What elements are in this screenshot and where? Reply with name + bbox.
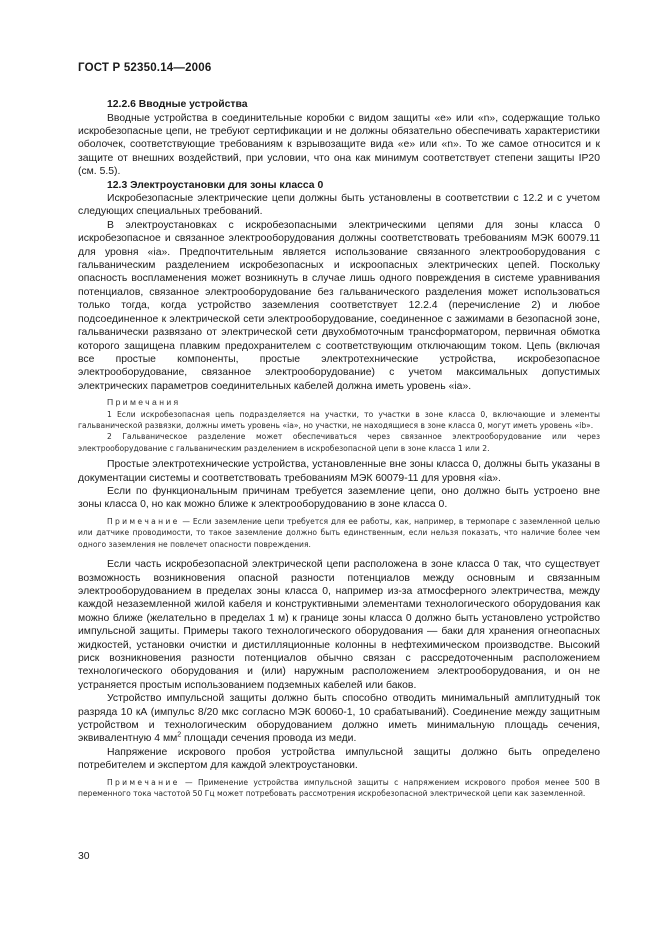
note-surge-text: — Применение устройства импульсной защиты с напряжением искрового пробоя менее 500 В переменного тока частотой 50 Гц может потребовать рассмотрения искробезопасной электрической цепи как заземленной. [78, 777, 601, 798]
note-1: 1 Если искробезопасная цепь подразделяется на участки, то участки в зоне класса 0, включающие и элементы гальванической развязки, должны иметь уровень «ia», но участки, не находящиеся в зоне класса 0, могут иметь уровень «ib». [78, 409, 600, 431]
surge-text-a: Устройство импульсной защиты должно быть способно отводить минимальный амплитудный ток разряда 10 кА (импульс 8/20 мкс согласно МЭК 60060-1, 10 срабатываний). Соединение между защитным устройством и технологическим оборудованием должно иметь минимальную площадь сечения, эквивалентную 4 мм [78, 693, 600, 745]
paragraph-simple-devices: Простые электротехнические устройства, установленные вне зоны класса 0, должны быть указаны в документации системы и соответствовать требованиям МЭК 60079-11 для уровня «ia». [78, 459, 600, 484]
paragraph-input-devices: Вводные устройства в соединительные коробки с видом защиты «e» или «n», содержащие только искробезопасные цепи, не требуют сертификации и не должны обязательно обеспечивать характеристики оболочек, соответствующие требованиям к взрывозащите вида «e» или «n». То же самое относится и к защите от внешних воздействий, при условии, что она как минимум соответствует степени защиты IP20 (см. 5.5). [78, 112, 600, 178]
page-number: 30 [78, 851, 90, 862]
note-grounding-label: Примечание [107, 516, 180, 526]
paragraph-surge-protection: Если часть искробезопасной электрической цепи расположена в зоне класса 0 так, что существует возможность возникновения опасной разности потенциалов между основным и связанным электрооборудованием в пределах зоны класса 0, например из-за атмосферного электричества, между каждой незаземленной жилой кабеля и конструктивными элементами технологического оборудования как можно ближе (желательно в пределах 1 м) к границе зоны класса 0 должно быть установлено устройство импульсной защиты. Примеры такого технологического оборудования — баки для хранения огнеопасных жидкостей, установки очистки и дистилляционные колонны в нефтехимическом производстве. Высокий риск возникновения разности потенциалов обычно связан с рассредоточенным расположением технологического оборудования и (или) наружным расположением электрооборудования, и он не устраняется простым использованием подземных кабелей или баков. [78, 559, 600, 691]
note-grounding [78, 516, 600, 550]
section-heading-12-2-6: 12.2.6 Вводные устройства [107, 99, 248, 110]
section-heading-12-3: 12.3 Электроустановки для зоны класса 0 [107, 179, 324, 191]
paragraph-spark-breakdown: Напряжение искрового пробоя устройства импульсной защиты должно быть определено потребителем и экспертом для каждой электроустановки. [78, 746, 600, 772]
paragraph-requirements-intro: Искробезопасные электрические цепи должны быть установлены в соответствии с 12.2 и с учетом следующих специальных требований. [78, 193, 600, 218]
paragraph-surge-device-capacity [78, 692, 600, 746]
paragraph-grounding: Если по функциональным причинам требуется заземление цепи, оно должно быть устроено вне зоны класса 0, но как можно ближе к электрооборудованию в зоне класса 0. [78, 486, 600, 511]
note-surge-label: Примечание [107, 777, 180, 787]
note-surge [78, 777, 600, 800]
notes-label: Примечания [107, 397, 181, 408]
note-2: 2 Гальваническое разделение может обеспечиваться через связанное электрооборудование или через электрооборудование с гальваническим разделением в искробезопасной цепи в зоне класса 1 или 2. [78, 432, 600, 453]
page-content [78, 98, 600, 799]
surge-text-b: площади сечения провода из меди. [181, 733, 357, 745]
superscript-2: 2 [177, 731, 182, 739]
paragraph-zone0-installations: В электроустановках с искробезопасными электрическими цепями для зоны класса 0 искробезопасное и связанное электрооборудования должны соответствовать требованиям МЭК 60079.11 для уровня «ia». Предпочтительным является использование связанного электрооборудования с гальваническим разделением искробезопасных и искроопасных электрических цепей. Поскольку опасность воспламенения может возникнуть в случае лишь одного повреждения в системе уравнивания потенциалов, связанное электрооборудование без гальванического разделения может использоваться только тогда, когда устройство заземления соответствует 12.2.4 (перечисление 2) и любое подсоединенное к электрической сети электрооборудование, соединенное с зажимами в безопасной зоне, гальванически развязано от электрической сети двухобмоточным трансформатором, первичная обмотка которого защищена плавким предохранителем с соответствующим отключающим током. Цепь (включая все простые компоненты, простые электротехнические устройства, искробезопасное электрооборудование, связанное электрооборудование) с учетом максимальных допустимых электрических параметров соединительных кабелей должна иметь уровень «ia». [78, 219, 600, 392]
document-header: ГОСТ Р 52350.14—2006 [78, 62, 212, 74]
note-grounding-text: — Если заземление цепи требуется для ее работы, как, например, в термопаре с заземленной целью или датчике проводимости, то такое заземление должно быть единственным, если нельзя показать, что наличие более чем одного заземления не повлечет опасности повреждения. [78, 516, 600, 549]
